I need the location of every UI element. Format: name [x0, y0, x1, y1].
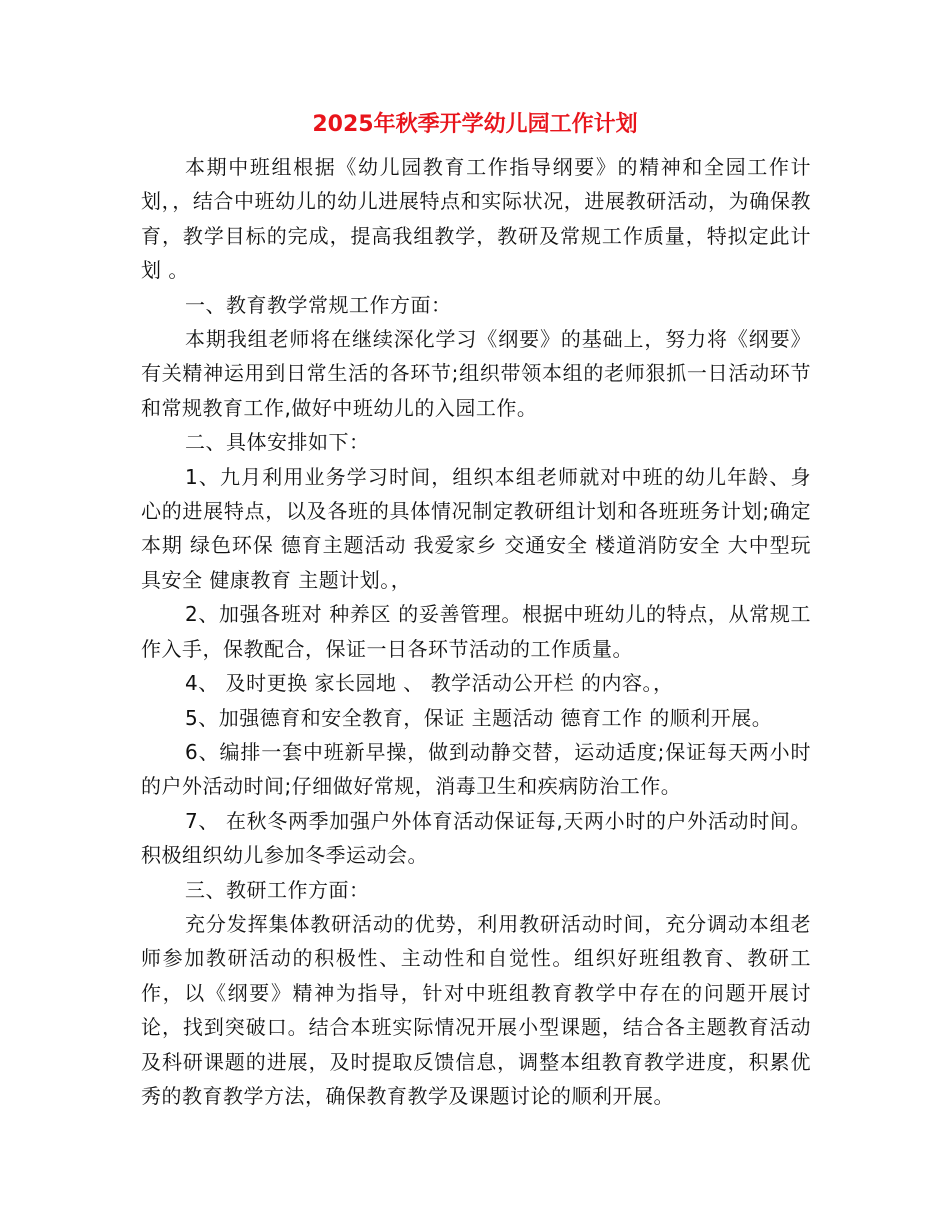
arrangement-item-5: 5、加强德育和安全教育，保证 主题活动 德育工作 的顺利开展。: [185, 705, 773, 730]
arrangement-item-2: 2、加强各班对 种养区 的妥善管理。根据中班幼儿的特点，从常规工作入手，保教配合，保证一日各环节活动的工作质量。: [141, 602, 811, 661]
arrangement-item-4: 4、 及时更换 家长园地 、 教学活动公开栏 的内容。，: [185, 671, 674, 696]
arrangement-item-6: 6、编排一套中班新早操，做到动静交替，运动适度;保证每天两小时的户外活动时间;仔细做好常规，消毒卫生和疾病防治工作。: [141, 739, 811, 799]
document-title: 2025年秋季开学幼儿园工作计划: [312, 112, 638, 137]
teaching-paragraph: 本期我组老师将在继续深化学习《纲要》的基础上，努力将《纲要》有关精神运用到日常生活的各环节;组织带领本组的老师狠抓一日活动环节和常规教育工作,做好中班幼儿的入园工作。: [141, 327, 811, 420]
section-heading-research: 三、教研工作方面：: [185, 877, 370, 902]
document-body: [141, 150, 811, 1113]
section-heading-arrangements: 二、具体安排如下：: [185, 430, 370, 455]
section-heading-teaching: 一、教育教学常规工作方面：: [185, 292, 452, 317]
arrangement-item-1: 1、九月利用业务学习时间，组织本组老师就对中班的幼儿年龄、身心的进展特点，以及各班的具体情况制定教研组计划和各班班务计划;确定本期 绿色环保 德育主题活动 我爱家乡 交通安全 楼道消防安全 大中型玩具安全 健康教育 主题计划。，: [141, 464, 811, 592]
research-paragraph: 充分发挥集体教研活动的优势，利用教研活动时间，充分调动本组老师参加教研活动的积极性、主动性和自觉性。组织好班组教育、教研工作，以《纲要》精神为指导，针对中班组教育教学中存在的问题开展讨论，找到突破口。结合本班实际情况开展小型课题，结合各主题教育活动及科研课题的进展，及时提取反馈信息，调整本组教育教学进度，积累优秀的教育教学方法，确保教育教学及课题讨论的顺利开展。: [141, 911, 811, 1108]
arrangement-item-7: 7、 在秋冬两季加强户外体育活动保证每,天两小时的户外活动时间。 积极组织幼儿参加冬季运动会。: [141, 808, 811, 868]
intro-paragraph: 本期中班组根据《幼儿园教育工作指导纲要》的精神和全园工作计划，，结合中班幼儿的幼儿进展特点和实际状况，进展教研活动，为确保教育，教学目标的完成，提高我组教学，教研及常规工作质量，特拟定此计划 。: [141, 155, 811, 283]
